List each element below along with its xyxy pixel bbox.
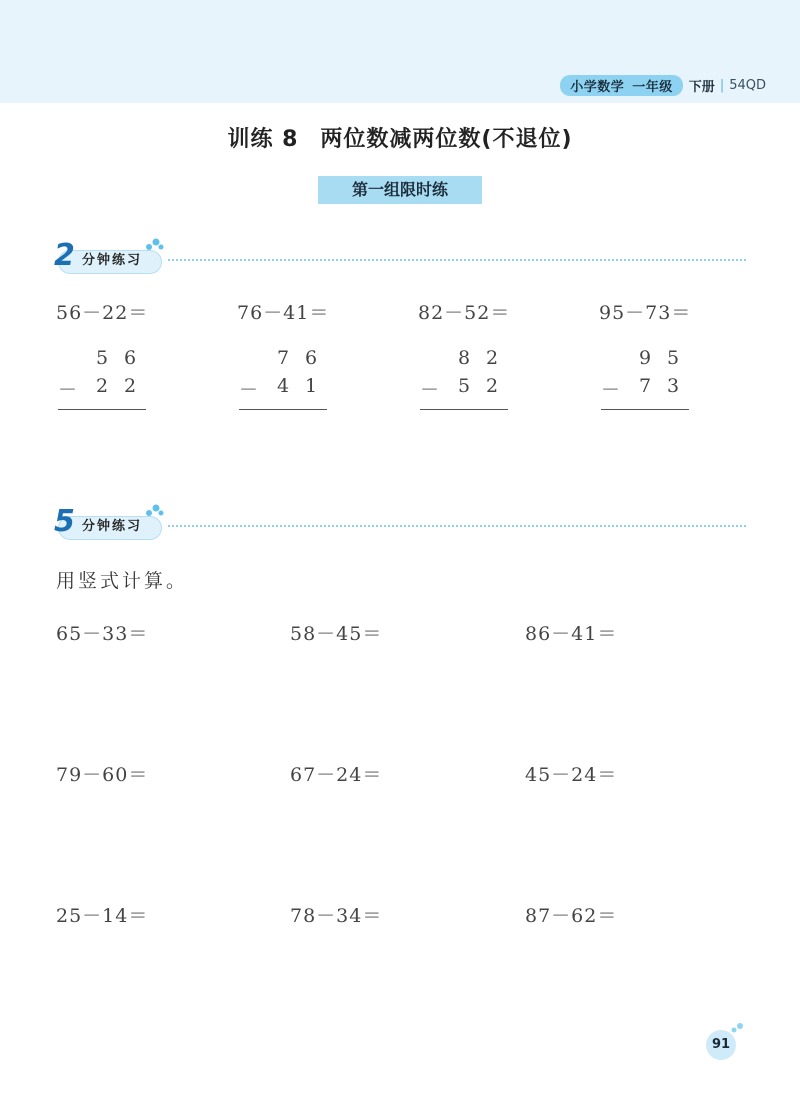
digit: 2	[124, 375, 137, 397]
vertical-calculation	[420, 347, 510, 413]
header-tag	[560, 75, 766, 95]
problem-expression: 79－60＝	[56, 764, 149, 786]
badge-label: 分钟练习	[82, 253, 143, 268]
digit: 5	[667, 347, 680, 369]
problem-expression: 56－22＝	[56, 302, 149, 324]
water-drops-icon	[730, 1022, 744, 1034]
subtrahend-row	[420, 375, 510, 399]
group-label-box: 第一组限时练	[318, 176, 482, 204]
minus-sign: －	[239, 379, 259, 401]
vertical-calculation	[58, 347, 148, 413]
problem-expression: 86－41＝	[525, 623, 618, 645]
problem-expression: 95－73＝	[599, 302, 692, 324]
digit: 2	[486, 347, 499, 369]
water-drops-icon	[144, 502, 164, 518]
minus-sign: －	[601, 379, 621, 401]
volume-label: 下册	[688, 79, 715, 95]
answer-line	[601, 409, 689, 410]
problem-expression: 67－24＝	[290, 764, 383, 786]
water-drops-icon	[144, 236, 164, 252]
subtrahend-row	[601, 375, 691, 399]
minuend-row	[420, 347, 510, 371]
digit: 2	[96, 375, 109, 397]
vertical-calculation	[239, 347, 329, 413]
badge-label: 分钟练习	[82, 519, 143, 534]
digit: 5	[96, 347, 109, 369]
page-number: 91	[706, 1030, 736, 1060]
problem-expression: 45－24＝	[525, 764, 618, 786]
answer-line	[420, 409, 508, 410]
minus-sign: －	[420, 379, 440, 401]
badge-number: 5	[54, 504, 75, 539]
problem-expression: 58－45＝	[290, 623, 383, 645]
problem-expression: 78－34＝	[290, 905, 383, 927]
page-title	[0, 122, 800, 153]
digit: 2	[486, 375, 499, 397]
answer-line	[239, 409, 327, 410]
grade-label: 一年级	[632, 79, 673, 95]
digit: 6	[124, 347, 137, 369]
problem-expression: 82－52＝	[418, 302, 511, 324]
problem-expression: 65－33＝	[56, 623, 149, 645]
subject-label: 小学数学	[570, 79, 625, 95]
digit: 7	[277, 347, 290, 369]
digit: 9	[639, 347, 652, 369]
digit: 5	[458, 375, 471, 397]
problem-expression: 87－62＝	[525, 905, 618, 927]
vertical-calculation	[601, 347, 691, 413]
digit: 4	[277, 375, 290, 397]
lesson-topic: 两位数减两位数(不退位)	[320, 127, 573, 152]
edition-code: 54QD	[729, 77, 766, 93]
dotted-divider	[168, 259, 746, 261]
badge-number: 2	[54, 238, 75, 273]
minus-sign: －	[58, 379, 78, 401]
digit: 7	[639, 375, 652, 397]
problem-expression: 76－41＝	[237, 302, 330, 324]
instruction-text: 用竖式计算。	[56, 570, 189, 592]
section-badge-5min	[52, 502, 167, 542]
subject-grade-pill	[560, 75, 683, 96]
section-badge-2min	[52, 236, 167, 276]
digit: 8	[458, 347, 471, 369]
minuend-row	[239, 347, 329, 371]
minuend-row	[601, 347, 691, 371]
lesson-label: 训练 8	[227, 127, 299, 152]
answer-line	[58, 409, 146, 410]
digit: 6	[305, 347, 318, 369]
digit: 3	[667, 375, 680, 397]
digit: 1	[305, 375, 318, 397]
minuend-row	[58, 347, 148, 371]
subtrahend-row	[58, 375, 148, 399]
header-separator: |	[719, 77, 725, 93]
problem-expression: 25－14＝	[56, 905, 149, 927]
dotted-divider	[168, 525, 746, 527]
subtrahend-row	[239, 375, 329, 399]
